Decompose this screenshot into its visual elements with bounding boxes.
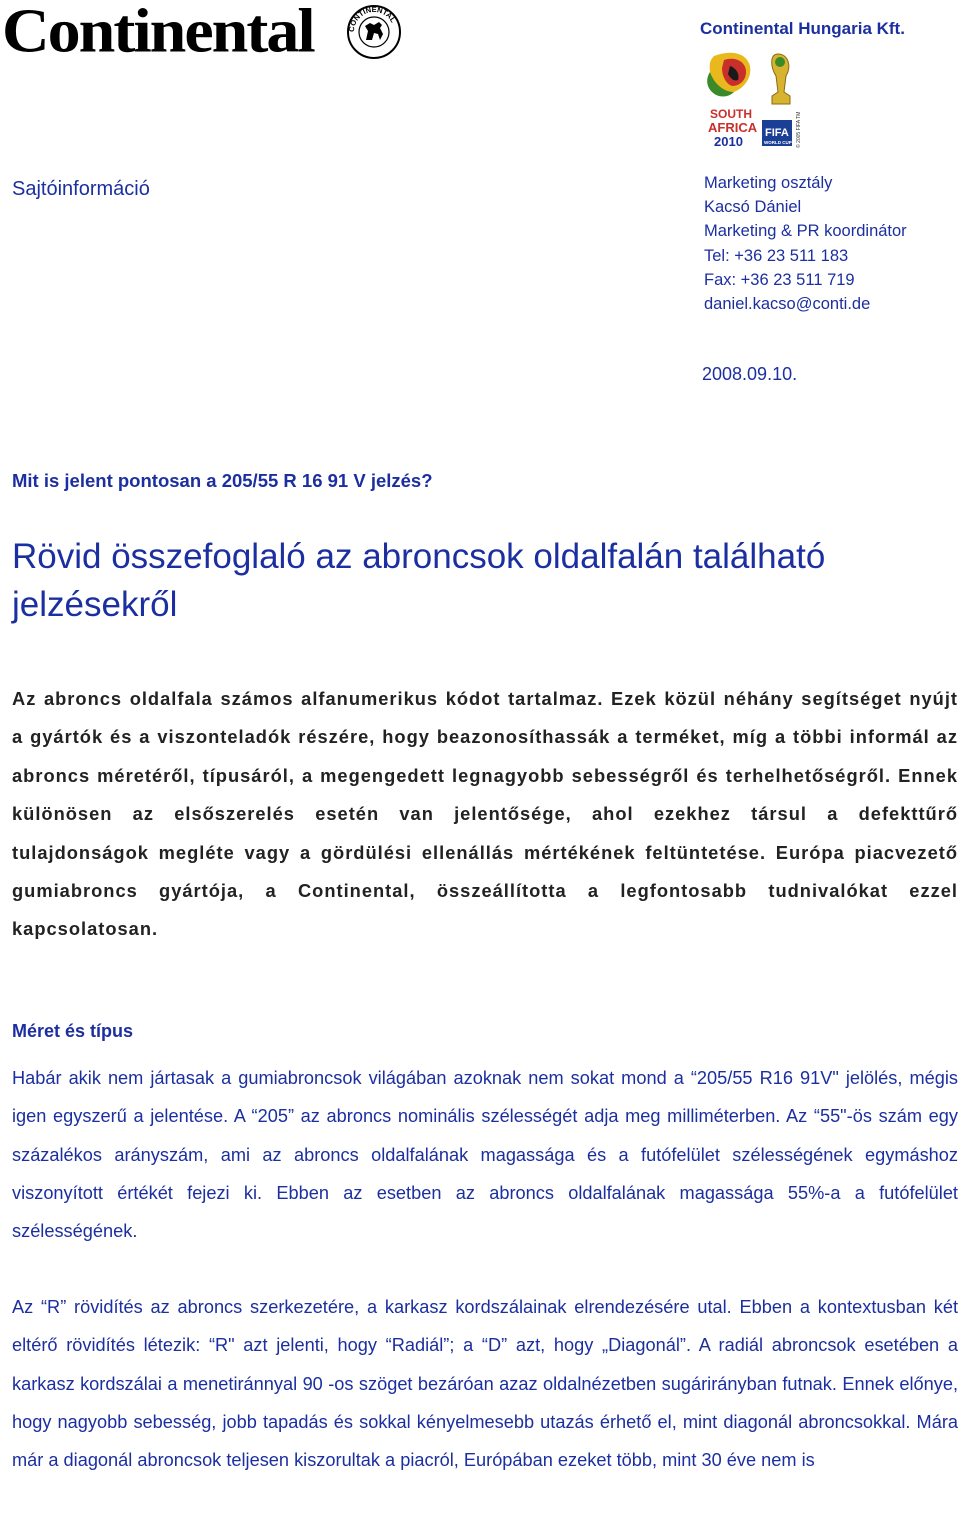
section-heading: Méret és típus [12, 1021, 134, 1041]
continental-logo: Continental [2, 0, 314, 66]
contact-department: Marketing osztály [704, 174, 833, 192]
page-title: Rövid összefoglaló az abroncsok oldalfalán található jelzésekről [12, 537, 826, 624]
world-cup-label: WORLD CUP [764, 140, 792, 145]
africa-label: AFRICA [708, 120, 758, 135]
contact-tel: Tel: +36 23 511 183 [704, 246, 849, 265]
contact-email[interactable]: daniel.kacso@conti.de [704, 295, 871, 314]
seal-text: CONTINENTAL [346, 4, 398, 33]
body-paragraph: Habár akik nem jártasak a gumiabroncsok világában azoknak nem sokat mond a “205/55 R16 91V" jelölés, mégis igen egyszerű a jelentése. A “205” az abroncs nominális szélességét adja meg milliméterben. Az “55"-ös szám egy százalékos arányszám, ami az abroncs oldalfalának magassága és a futófelület szélességének egymáshoz viszonyított értékét fejezi ki. Ebben az esetben az abroncs oldalfalának magassága 55%-a a futófelület szélességének. [12, 1068, 958, 1242]
fifa-label: FIFA [765, 127, 789, 139]
release-date: 2008.09.10. [702, 364, 798, 384]
fifa-world-cup-logo [700, 48, 810, 160]
contact-block [704, 171, 907, 316]
lead-paragraph: Az abroncs oldalfala számos alfanumerikus kódot tartalmaz. Ezek közül néhány segítséget nyújt a gyártók és a viszonteladók részére, hogy beazonosíthassák a terméket, míg a többi informál az abroncs méretéről, típusáról, a megengedett legnagyobb sebességről és terhelhetőségről. Ennek különösen az elsőszerelés esetén van jelentősége, ahol ezekhez társul a defekttűrő tulajdonságok megléte vagy a gördülési ellenállás mértékének feltüntetése. Európa piacvezető gumiabroncs gyártója, a Continental, összeállította a legfontosabb tudnivalókat ezzel kapcsolatosan. [12, 688, 958, 940]
contact-role: Marketing & PR koordinátor [704, 222, 907, 241]
year-label: 2010 [714, 134, 743, 149]
contact-fax: Fax: +36 23 511 719 [704, 270, 855, 289]
copyright-label: © 2005 FIFA TM [796, 111, 802, 148]
body-paragraph: Az “R” rövidítés az abroncs szerkezetére, a karkasz kordszálainak elrendezésére utal. Ebben a kontextusban két eltérő rövidítés létezik: “R" azt jelenti, hogy “Radiál”; a “D” azt, hogy „Diagonál”. A radiál abroncsok esetében a karkasz kordszálai a menetiránnyal 90 -os szöget bezáróan azaz oldalnézetben sugárirányban futnak. Ennek előnye, hogy nagyobb sebesség, jobb tapadás és sokkal kényelmesebb utazás érhető el, mint diagonál abroncsokkal. Mára már a diagonál abroncsok teljesen kiszorultak a piacról, Európában ezeket több, mint 30 éve nem is [12, 1297, 958, 1471]
company-name: Continental Hungaria Kft. [700, 19, 905, 38]
press-info-label: Sajtóinformáció [12, 178, 150, 200]
horse-seal-icon [346, 4, 402, 60]
contact-name: Kacsó Dániel [704, 198, 802, 217]
south-label: SOUTH [710, 107, 752, 121]
question-heading: Mit is jelent pontosan a 205/55 R 16 91 V jelzés? [12, 470, 433, 491]
